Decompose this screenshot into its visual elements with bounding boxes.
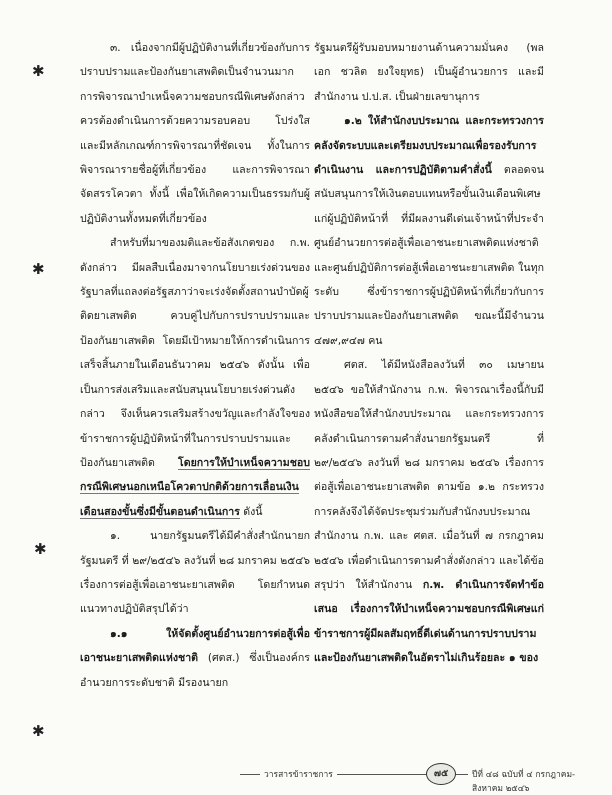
ink-blot-mark: ✱ — [32, 62, 45, 80]
issue-info: ปีที่ ๔๘ ฉบับที่ ๔ กรกฎาคม-สิงหาคม ๒๕๔๖ — [468, 767, 590, 795]
emphasized-text: ก.พ. ดำเนินการจัดทำข้อเสนอ เรื่องการให้บำเหน็จความชอบกรณีพิเศษแก่ข้าราชการผู้มีผลสัมฤทธิ์ดีเด่นด้านการปราบปรามและป้องกันยาเสพติดในอัตราไม่เกินร้อยละ ๑ ของ — [314, 578, 544, 665]
emphasized-text: โดยการให้บำเหน็จความชอบกรณีพิเศษนอกเหนือโควตาปกติด้วยการเลื่อนเงินเดือนสองขั้นซึ่งมีขั้นตอนดำเนินการ — [80, 456, 310, 518]
paragraph-text: ศตส. ได้มีหนังสือลงวันที่ ๓๐ เมษายน ๒๕๔๖ ขอให้สำนักงาน ก.พ. พิจารณาเรื่องนี้กับมีหนังสือขอให้สำนักงบประมาณ และกระทรวงการคลังดำเนินการตามคำสั่งนายกรัฐมนตรี ที่ ๒๙/๒๕๔๖ ลงวันที่ ๒๘ มกราคม ๒๕๔๖ เรื่องการต่อสู้เพื่อเอาชนะยาเสพติด ตามข้อ ๑.๒ กระทรวงการคลังจึงได้จัดประชุมร่วมกับสำนักงบประมาณ สำนักงาน ก.พ. และ ศตส. เมื่อวันที่ ๗ กรกฎาคม ๒๕๔๖ เพื่อดำเนินการตามคำสั่งดังกล่าว และได้ข้อสรุปว่า ให้สำนักงาน — [314, 359, 544, 591]
ink-blot-mark: ✱ — [34, 540, 47, 558]
ink-blot-mark: ✱ — [32, 722, 45, 740]
paragraph — [80, 231, 310, 524]
paragraph-text: สำหรับที่มาของมติและข้อสังเกตของ ก.พ. ดังกล่าว มีผลสืบเนื่องมาจากนโยบายเร่งด่วนของรัฐบาลที่แถลงต่อรัฐสภาว่าจะเร่งจัดตั้งสถานบำบัดผู้ติดยาเสพติด ควบคู่ไปกับการปราบปรามและป้องกันยาเสพติด โดยมีเป้าหมายให้การดำเนินการเสร็จสิ้นภายในเดือนธันวาคม ๒๕๔๖ ดังนั้น เพื่อเป็นการส่งเสริมและสนับสนุนนโยบายเร่งด่วนดังกล่าว จึงเห็นควรเสริมสร้างขวัญและกำลังใจของข้าราชการผู้ปฏิบัติหน้าที่ในการปราบปรามและป้องกันยาเสพติด — [80, 237, 310, 469]
left-column — [80, 36, 310, 695]
paragraph — [80, 622, 310, 695]
paragraph — [314, 109, 544, 353]
magazine-name: วารสารข้าราชการ — [260, 767, 337, 781]
paragraph — [314, 353, 544, 670]
ink-blot-mark: ✱ — [32, 260, 45, 278]
paragraph-text: ดังนี้ — [239, 505, 263, 518]
paragraph: ๑. นายกรัฐมนตรีได้มีคำสั่งสำนักนายกรัฐมนตรี ที่ ๒๙/๒๕๔๖ ลงวันที่ ๒๘ มกราคม ๒๕๔๖ เรื่องการต่อสู้เพื่อเอาชนะยาเสพติด โดยกำหนดแนวทางปฏิบัติสรุปได้ว่า — [80, 530, 310, 616]
emphasized-text: ๑.๑ ให้จัดตั้งศูนย์อำนวยการต่อสู้เพื่อเอาชนะยาเสพติดแห่งชาติ — [80, 627, 310, 665]
page-footer — [240, 767, 590, 794]
paragraph: ๓. เนื่องจากมีผู้ปฏิบัติงานที่เกี่ยวข้องกับการปราบปรามและป้องกันยาเสพติดเป็นจำนวนมากการพิจารณาบำเหน็จความชอบกรณีพิเศษดังกล่าวควรต้องดำเนินการด้วยความรอบคอบ โปร่งใส และมีหลักเกณฑ์การพิจารณาที่ชัดเจน ทั้งในการพิจารณารายชื่อผู้ที่เกี่ยวข้อง และการพิจารณาจัดสรรโควตา ทั้งนี้ เพื่อให้เกิดความเป็นธรรมกับผู้ปฏิบัติงานทั้งหมดที่เกี่ยวข้อง — [80, 42, 310, 225]
paragraph-text: ตลอดจนสนับสนุนการให้เงินตอบแทนหรือขั้นเงินเดือนพิเศษแก่ผู้ปฏิบัติหน้าที่ ที่มีผลงานดีเด่นเจ้าหน้าที่ประจำศูนย์อำนวยการต่อสู้เพื่อเอาชนะยาเสพติดแห่งชาติ และศูนย์ปฏิบัติการต่อสู้เพื่อเอาชนะยาเสพติด ในทุกระดับ ซึ่งข้าราชการผู้ปฏิบัติหน้าที่เกี่ยวกับการปราบปรามและป้องกันยาเสพติด ขณะนี้มีจำนวน ๔๗๙,๙๔๗ คน — [314, 164, 544, 347]
emphasized-text: ๑.๒ ให้สำนักงบประมาณ และกระทรวงการคลังจัดระบบและเตรียมงบประมาณเพื่อรองรับการดำเนินงาน และการปฏิบัติตามคำสั่งนี้ — [314, 115, 544, 177]
right-column — [314, 36, 544, 671]
paragraph: รัฐมนตรีผู้รับมอบหมายงานด้านความมั่นคง (พลเอก ชวลิต ยงใจยุทธ) เป็นผู้อำนวยการ และมีสำนักงาน ป.ป.ส. เป็นฝ่ายเลขานุการ — [314, 42, 544, 103]
page-number: ๗๕ — [426, 763, 456, 785]
paragraph-text: (ศตส.) ซึ่งเป็นองค์กรอำนวยการระดับชาติ มีรองนายก — [80, 652, 310, 689]
